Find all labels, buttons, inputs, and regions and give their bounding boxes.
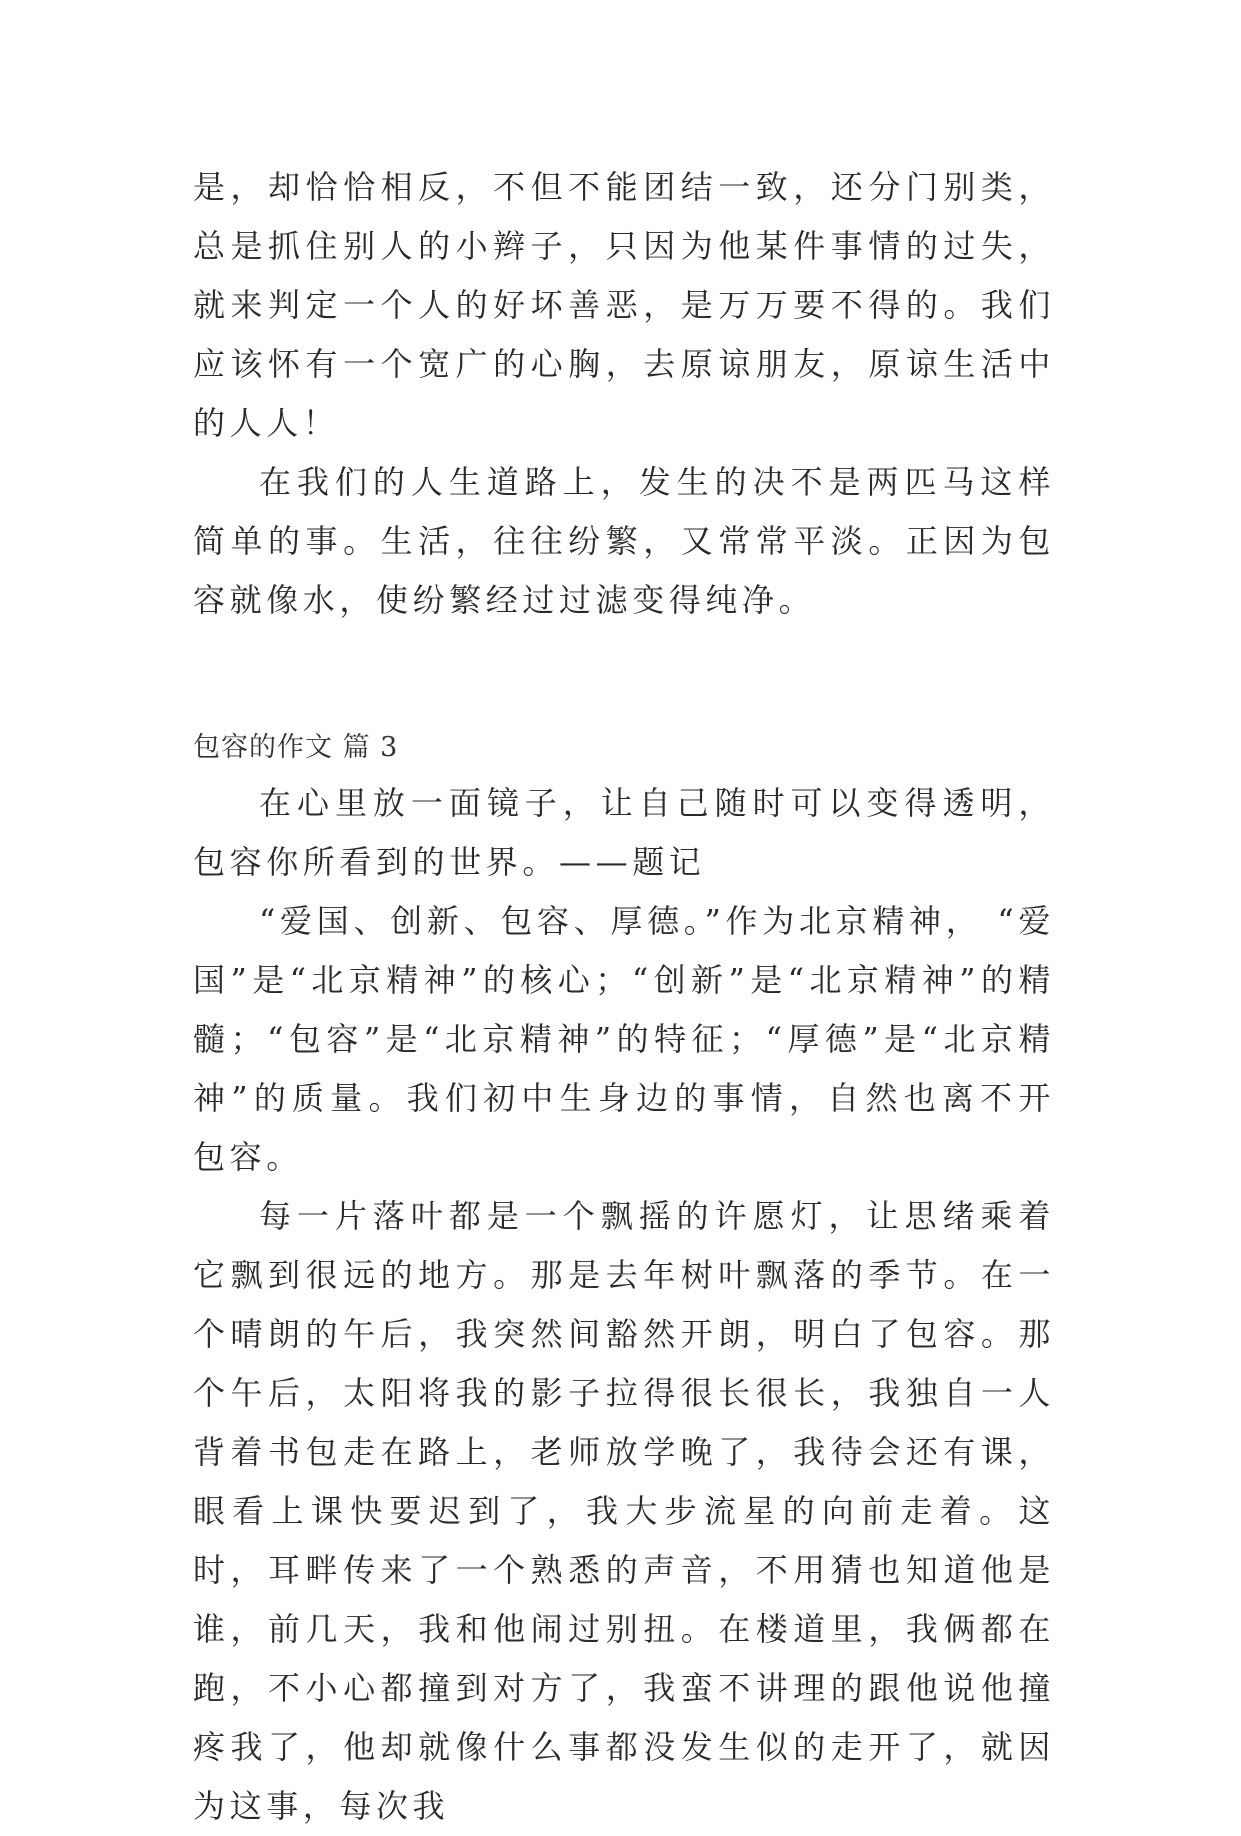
paragraph-epigraph: 在心里放一面镜子，让自己随时可以变得透明，包容你所看到的世界。——题记 <box>193 784 1055 881</box>
spacer <box>193 630 1055 728</box>
paragraph-continuation: 是，却恰恰相反，不但不能团结一致，还分门别类，总是抓住别人的小辫子，只因为他某件事情的过失，就来判定一个人的好坏善恶，是万万要不得的。我们应该怀有一个宽广的心胸，去原谅朋友，原谅生活中的人人！ <box>193 168 1055 442</box>
document-page <box>193 158 1055 1836</box>
paragraph-story: 每一片落叶都是一个飘摇的许愿灯，让思绪乘着它飘到很远的地方。那是去年树叶飘落的季节。在一个晴朗的午后，我突然间豁然开朗，明白了包容。那个午后，太阳将我的影子拉得很长很长，我独自一人背着书包走在路上，老师放学晚了，我待会还有课，眼看上课快要迟到了，我大步流星的向前走着。这时，耳畔传来了一个熟悉的声音，不用猜也知道他是谁，前几天，我和他闹过别扭。在楼道里，我俩都在跑，不小心都撞到对方了，我蛮不讲理的跟他说他撞疼我了，他却就像什么事都没发生似的走开了，就因为这事，每次我 <box>193 1197 1055 1825</box>
paragraph-beijing-spirit: “爱国、创新、包容、厚德。”作为北京精神， “爱国”是“北京精神”的核心；“创新”是“北京精神”的精髓；“包容”是“北京精神”的特征；“厚德”是“北京精神”的质量。我们初中生身边的事情，自然也离不开包容。 <box>193 902 1055 1176</box>
paragraph-two-horses: 在我们的人生道路上，发生的决不是两匹马这样简单的事。生活，往往纷繁，又常常平淡。正因为包容就像水，使纷繁经过过滤变得纯净。 <box>193 463 1055 619</box>
section-title: 包容的作文 篇 3 <box>193 732 399 763</box>
